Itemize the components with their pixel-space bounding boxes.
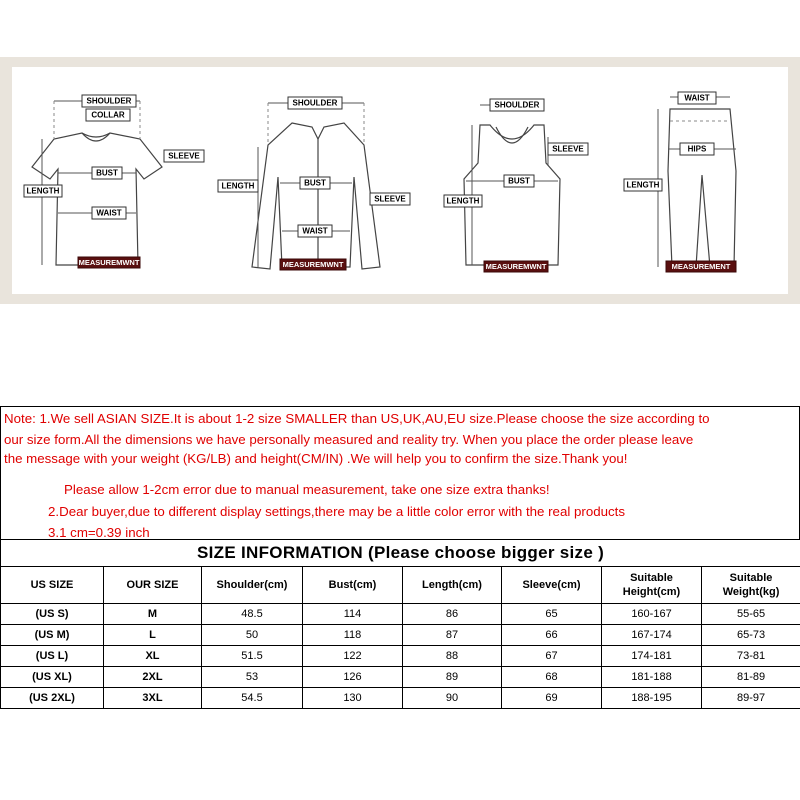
pants-diagram (624, 92, 736, 272)
table-cell: 53 (202, 667, 303, 688)
table-cell: (US S) (1, 604, 104, 625)
table-cell: 69 (502, 688, 602, 709)
table-cell: 160-167 (602, 604, 702, 625)
svg-text:MEASUREMWNT: MEASUREMWNT (78, 258, 140, 267)
table-cell: 126 (303, 667, 403, 688)
tshirt-collar-label (86, 109, 130, 121)
table-cell: 54.5 (202, 688, 303, 709)
header-length: Length(cm) (403, 567, 502, 604)
table-cell: (US M) (1, 625, 104, 646)
tank-measurement-label (484, 261, 548, 272)
table-cell: 81-89 (702, 667, 800, 688)
svg-text:LENGTH: LENGTH (446, 196, 480, 206)
table-cell: 118 (303, 625, 403, 646)
table-row (1, 604, 800, 625)
garment-measurement-diagram (12, 67, 788, 294)
table-row (1, 688, 800, 709)
size-note-box (0, 406, 800, 540)
pants-length-label (624, 179, 662, 191)
svg-text:SHOULDER: SHOULDER (494, 100, 540, 110)
table-cell: 51.5 (202, 646, 303, 667)
tshirt-outline (32, 133, 162, 265)
svg-text:MEASUREMWNT: MEASUREMWNT (282, 260, 344, 269)
svg-text:HIPS: HIPS (687, 144, 707, 154)
tank-diagram (444, 99, 588, 272)
tshirt-waist-label (92, 207, 126, 219)
tank-sleeve-label (548, 143, 588, 155)
svg-text:SLEEVE: SLEEVE (168, 151, 200, 161)
table-row (1, 667, 800, 688)
table-cell: XL (104, 646, 202, 667)
table-row (1, 625, 800, 646)
table-cell: 65 (502, 604, 602, 625)
table-cell: (US 2XL) (1, 688, 104, 709)
svg-text:COLLAR: COLLAR (91, 110, 125, 120)
tank-shoulder-label (490, 99, 544, 111)
svg-text:WAIST: WAIST (684, 93, 710, 103)
svg-text:LENGTH: LENGTH (221, 181, 255, 191)
svg-text:MEASUREMWNT: MEASUREMWNT (485, 262, 547, 271)
svg-text:LENGTH: LENGTH (26, 186, 60, 196)
table-cell: 48.5 (202, 604, 303, 625)
header-weight: Suitable Weight(kg) (702, 567, 800, 604)
table-cell: (US L) (1, 646, 104, 667)
pants-measurement-label (666, 261, 736, 272)
svg-text:MEASUREMENT: MEASUREMENT (671, 262, 731, 271)
table-cell: 87 (403, 625, 502, 646)
table-cell: 167-174 (602, 625, 702, 646)
svg-text:BUST: BUST (96, 168, 118, 178)
size-table (0, 539, 800, 709)
shirt-diagram (218, 97, 410, 270)
header-our-size: OUR SIZE (104, 567, 202, 604)
shirt-shoulder-label (288, 97, 342, 109)
header-us-size: US SIZE (1, 567, 104, 604)
table-title: SIZE INFORMATION (Please choose bigger size ) (1, 540, 800, 567)
note-line-1: Note: 1.We sell ASIAN SIZE.It is about 1-2 size SMALLER than US,UK,AU,EU size.Please choose the size according to (4, 411, 710, 426)
svg-text:LENGTH: LENGTH (626, 180, 660, 190)
table-cell: 188-195 (602, 688, 702, 709)
tshirt-bust-label (92, 167, 122, 179)
table-cell: M (104, 604, 202, 625)
table-cell: 2XL (104, 667, 202, 688)
table-cell: 50 (202, 625, 303, 646)
shirt-measurement-label (280, 259, 346, 270)
table-cell: 122 (303, 646, 403, 667)
table-header-row (1, 567, 800, 604)
pants-waist-label (678, 92, 716, 104)
table-cell: 73-81 (702, 646, 800, 667)
pants-outline (668, 109, 736, 267)
table-cell: 174-181 (602, 646, 702, 667)
tank-length-label (444, 195, 482, 207)
table-cell: 3XL (104, 688, 202, 709)
shirt-length-label (218, 180, 258, 192)
table-body (1, 604, 800, 709)
table-cell: 65-73 (702, 625, 800, 646)
table-cell: 89 (403, 667, 502, 688)
svg-text:SLEEVE: SLEEVE (374, 194, 406, 204)
table-cell: 55-65 (702, 604, 800, 625)
svg-text:WAIST: WAIST (302, 226, 328, 236)
table-cell: 88 (403, 646, 502, 667)
shirt-sleeve-label (370, 193, 410, 205)
table-cell: 114 (303, 604, 403, 625)
tshirt-sleeve-label (164, 150, 204, 162)
tshirt-length-label (24, 185, 62, 197)
table-cell: 181-188 (602, 667, 702, 688)
header-bust: Bust(cm) (303, 567, 403, 604)
header-height: Suitable Height(cm) (602, 567, 702, 604)
table-cell: 67 (502, 646, 602, 667)
note-line-4: Please allow 1-2cm error due to manual measurement, take one size extra thanks! (64, 482, 550, 497)
header-shoulder: Shoulder(cm) (202, 567, 303, 604)
shirt-bust-label (300, 177, 330, 189)
svg-text:SLEEVE: SLEEVE (552, 144, 584, 154)
table-cell: 86 (403, 604, 502, 625)
svg-text:SHOULDER: SHOULDER (86, 96, 132, 106)
note-line-3: the message with your weight (KG/LB) and height(CM/IN) .We will help you to confirm the size.Thank you! (4, 451, 628, 466)
garment-diagram-area (12, 67, 788, 294)
table-row (1, 646, 800, 667)
tshirt-shoulder-label (82, 95, 136, 107)
garment-diagram-panel (0, 57, 800, 304)
header-sleeve: Sleeve(cm) (502, 567, 602, 604)
table-cell: 66 (502, 625, 602, 646)
table-cell: 89-97 (702, 688, 800, 709)
note-line-5: 2.Dear buyer,due to different display settings,there may be a little color error with the real products (48, 504, 625, 519)
table-cell: 90 (403, 688, 502, 709)
svg-text:BUST: BUST (304, 178, 326, 188)
note-line-2: our size form.All the dimensions we have personally measured and reality try. When you place the order please leave (4, 432, 694, 447)
table-cell: 68 (502, 667, 602, 688)
tshirt-diagram (24, 95, 204, 268)
table-cell: 130 (303, 688, 403, 709)
shirt-waist-label (298, 225, 332, 237)
table-cell: L (104, 625, 202, 646)
shirt-outline (252, 123, 380, 269)
tshirt-measurement-label (78, 257, 140, 268)
note-line-6: 3.1 cm=0.39 inch (48, 525, 150, 540)
svg-text:WAIST: WAIST (96, 208, 122, 218)
svg-text:SHOULDER: SHOULDER (292, 98, 338, 108)
pants-hips-label (680, 143, 714, 155)
tank-bust-label (504, 175, 534, 187)
svg-text:BUST: BUST (508, 176, 530, 186)
table-cell: (US XL) (1, 667, 104, 688)
